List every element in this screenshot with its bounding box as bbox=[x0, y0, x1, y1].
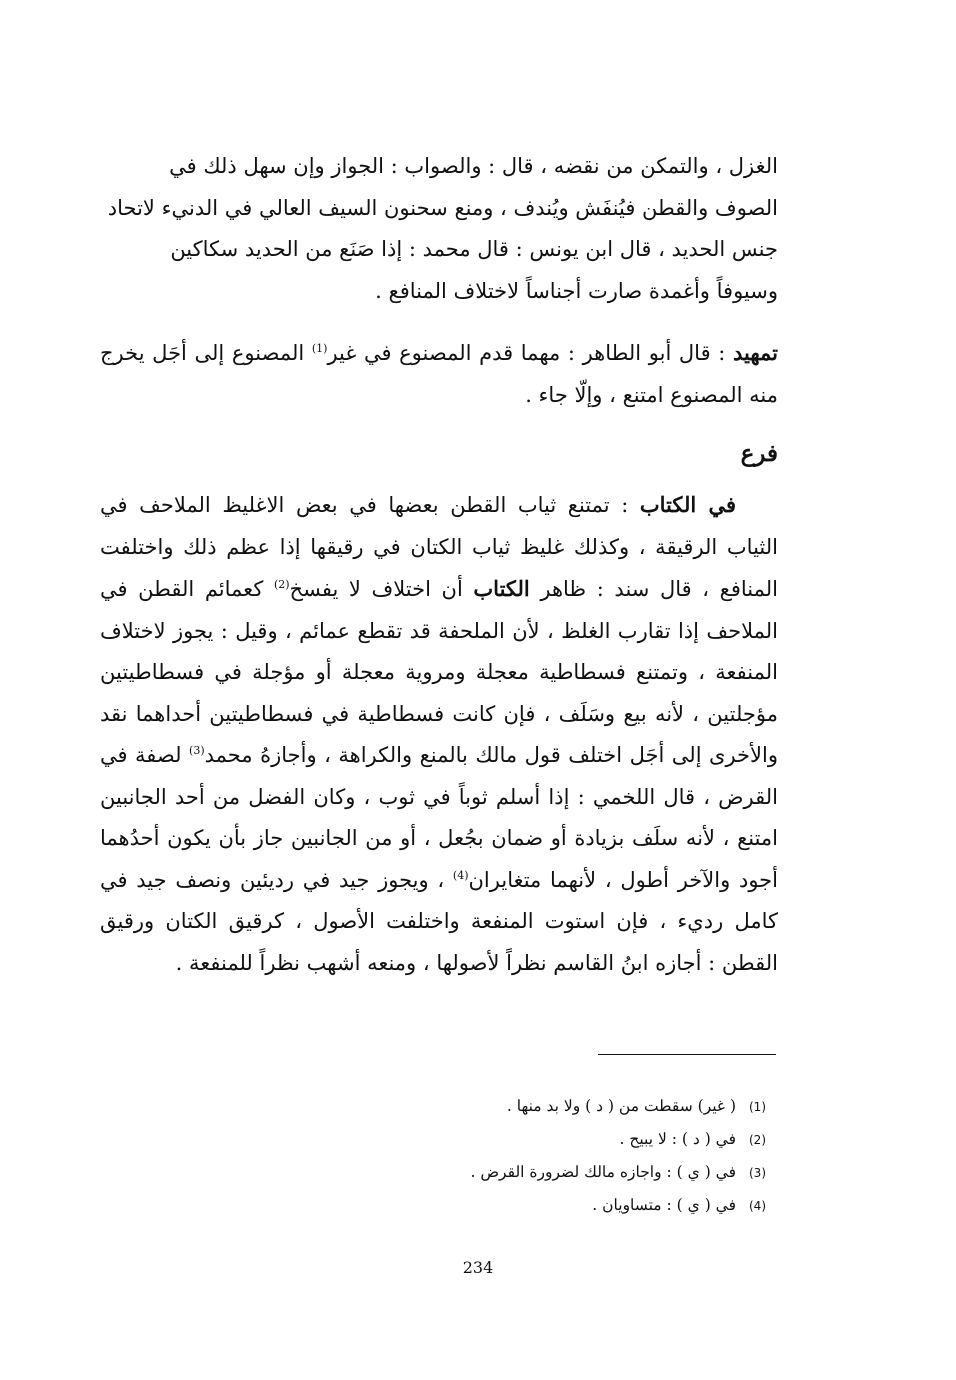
section-heading: فرع bbox=[740, 440, 778, 467]
footnote-number: (2) bbox=[748, 1133, 766, 1147]
footnote-2 bbox=[300, 1123, 766, 1156]
kitab-ref: الكتاب bbox=[473, 576, 530, 601]
footnote-separator bbox=[598, 1054, 776, 1055]
footnote-number: (3) bbox=[748, 1166, 766, 1180]
footnote-text: في ( ي ) : واجازه مالك لضرورة القرض . bbox=[470, 1163, 736, 1181]
main-text-part: لصفة في القرض ، قال اللخمي : إذا أسلم ثوباً في ثوب ، وكان الفضل من أحد الجانبين امتنع ، لأنه سلَف بزيادة أو ضمان بجُعل ، أو من الجانبين جاز بأن يكون أحدُهما أجود والآخر أطول ، لأنهما متغايران bbox=[100, 743, 778, 892]
tamhid-text bbox=[100, 332, 778, 416]
tamhid-text-part: : قال أبو الطاهر : مهما قدم المصنوع في غير bbox=[327, 341, 733, 365]
footnote-number: (4) bbox=[748, 1199, 766, 1213]
footnote-3 bbox=[300, 1156, 766, 1189]
footnote-text: في ( د ) : لا يبيح . bbox=[619, 1130, 736, 1148]
footnote-ref-3[interactable]: (3) bbox=[189, 744, 205, 757]
main-paragraph bbox=[100, 484, 778, 984]
tamhid-paragraph bbox=[100, 332, 778, 416]
footnote-text: في ( ي ) : متساويان . bbox=[592, 1196, 736, 1214]
text-line: جنس الحديد ، قال ابن يونس : قال محمد : إذا صَنَع من الحديد سكاكين bbox=[170, 237, 778, 261]
tamhid-text-part: المصنوع إلى أجَل يخرج منه المصنوع امتنع ، وإلّا جاء . bbox=[100, 341, 778, 407]
footnote-number: (1) bbox=[748, 1100, 766, 1114]
text-line: وسيوفاً وأغمدة صارت أجناساً لاختلاف المنافع . bbox=[375, 278, 778, 303]
footnote-text: ( غير) سقطت من ( د ) ولا بد منها . bbox=[506, 1097, 736, 1115]
text-line: الصوف والقطن فيُنفَش ويُندف ، ومنع سحنون السيف العالي في الدنيء لاتحاد bbox=[107, 195, 778, 220]
footnote-ref-1[interactable]: (1) bbox=[311, 342, 328, 355]
main-text-part: : تمتنع ثياب القطن بعضها في بعض الاغليظ الملاحف في الثياب الرقيقة ، وكذلك غليظ ثياب الكتان في رقيقها إذا عظم ذلك واختلفت المنافع ، قال سند : ظاهر bbox=[100, 493, 778, 601]
tamhid-label: تمهيد bbox=[732, 340, 778, 365]
main-text-part: أن اختلاف لا يفسخ bbox=[289, 577, 474, 601]
footnote-ref-2[interactable]: (2) bbox=[273, 578, 290, 591]
footnotes bbox=[300, 1090, 766, 1222]
main-text bbox=[100, 484, 778, 984]
kitab-ref: في الكتاب bbox=[639, 492, 736, 517]
text-line: الغزل ، والتمكن من نقضه ، قال : والصواب : الجواز وإن سهل ذلك في bbox=[169, 154, 778, 178]
footnote-4 bbox=[300, 1189, 766, 1222]
page-number: 234 bbox=[462, 1258, 494, 1277]
main-text-part: كعمائم القطن في الملاحف إذا تقارب الغلظ ، لأن الملحفة قد تقطع عمائم ، وقيل : يجوز لاختلاف المنفعة ، وتمتنع فسطاطية معجلة ومروية معجلة أو مؤجلة في فسطاطيتين مؤجلتين ، لأنه بيع وسَلَف ، فإن كانت فسطاطية في فسطاطيتين أحداهما نقد والأخرى إلى أجَل اختلف قول مالك بالمنع والكراهة ، وأجازهُ محمد bbox=[100, 577, 778, 767]
footnote-1 bbox=[300, 1090, 766, 1123]
main-text-part: ، ويجوز جيد في رديئين ونصف جيد في كامل رديء ، فإن استوت المنفعة واختلفت الأصول ، كرقيق الكتان ورقيق القطن : أجازه ابنُ القاسم نظراً لأصولها ، ومنعه أشهب نظراً للمنفعة . bbox=[100, 867, 778, 975]
footnote-ref-4[interactable]: (4) bbox=[452, 868, 469, 882]
paragraph-continuation bbox=[100, 146, 778, 312]
